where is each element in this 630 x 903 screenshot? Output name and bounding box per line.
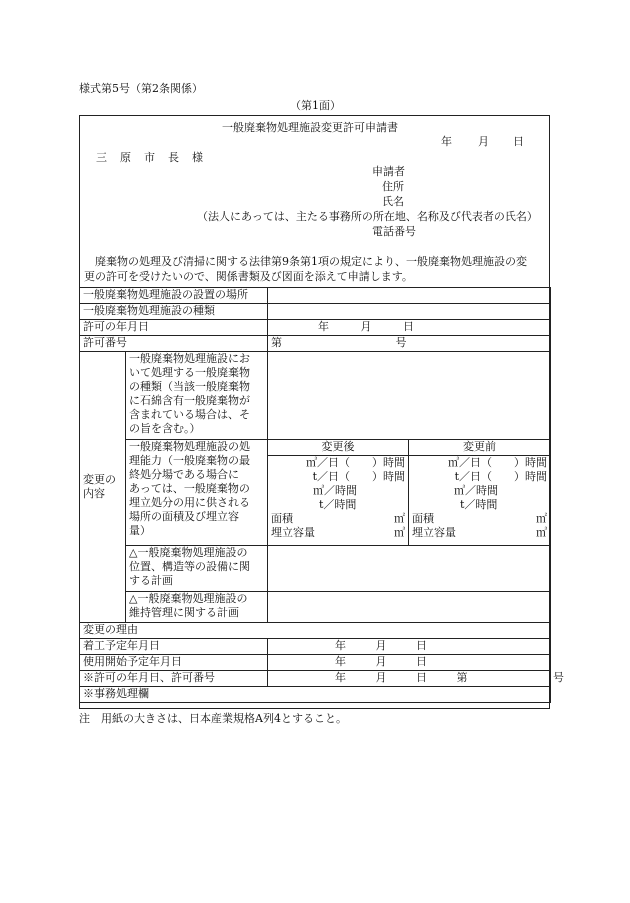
date-year: 年	[441, 135, 452, 148]
reason-label: 変更の理由	[80, 623, 551, 639]
row-start-date	[80, 639, 551, 655]
start-date-label: 着工予定年月日	[80, 639, 268, 655]
applicant-name: 氏名	[382, 195, 404, 208]
capacity-line: 理能力（一般廃棄物の最	[129, 454, 250, 467]
page-label: （第1面）	[290, 99, 341, 112]
body-text-line-1: 廃棄物の処理及び清掃に関する法律第9条第1項の規定により、一般廃棄物処理施設の変	[84, 255, 527, 268]
before-m3-day: ㎥／日（ ）時間	[448, 456, 547, 469]
start-date-d: 日	[416, 639, 427, 652]
form-title: 一般廃棄物処理施設変更許可申請書	[222, 121, 398, 134]
waste-type-line: いて処理する一般廃棄物	[129, 366, 250, 379]
after-t-day: t／日（ ）時間	[312, 470, 405, 483]
use-date-m: 月	[375, 655, 387, 668]
capacity-line: 場所の面積及び埋立容	[129, 510, 239, 523]
row-office-permit	[80, 671, 551, 687]
capacity-line: 量）	[129, 524, 151, 537]
office-permit-prefix: 第	[456, 671, 468, 684]
applicant-phone: 電話番号	[372, 225, 416, 238]
row-reason	[80, 623, 551, 639]
office-permit-value[interactable]	[268, 671, 564, 687]
permit-date-value[interactable]	[268, 320, 551, 336]
waste-type-line: 一般廃棄物処理施設にお	[129, 352, 250, 365]
after-area-unit: ㎡	[394, 512, 405, 525]
capacity-before[interactable]	[409, 440, 551, 546]
before-t-hour: t／時間	[460, 498, 498, 511]
capacity-line: 終処分場である場合に	[129, 468, 239, 481]
permit-no-suffix: 号	[395, 336, 407, 349]
capacity-line: あっては、一般廃棄物の	[129, 482, 250, 495]
start-date-value[interactable]	[268, 639, 551, 655]
after-label: 変更後	[268, 440, 408, 456]
change-content-text: 変更の内容	[83, 473, 116, 500]
capacity-after[interactable]	[268, 440, 409, 546]
form-number: 様式第5号（第2条関係）	[79, 82, 203, 95]
waste-type-line: の種類（当該一般廃棄物	[129, 380, 250, 393]
before-volume: 埋立容量	[412, 526, 456, 539]
start-date-y: 年	[335, 639, 346, 652]
office-permit-d: 日	[416, 671, 427, 684]
structure-plan-line: △一般廃棄物処理施設の	[129, 546, 248, 559]
after-area: 面積	[271, 512, 293, 525]
maintenance-plan-line: 維持管理に関する計画	[129, 606, 239, 619]
footnote: 注 用紙の大きさは、日本産業規格A列4とすること。	[79, 712, 347, 725]
office-permit-suffix: 号	[553, 671, 564, 684]
location-label: 一般廃棄物処理施設の設置の場所	[80, 288, 268, 304]
change-content-label	[80, 352, 126, 623]
row-waste-type	[80, 352, 551, 440]
applicant-address: 住所	[382, 180, 404, 193]
applicant-corp-note: （法人にあっては、主たる事務所の所在地、名称及び代表者の氏名）	[197, 210, 538, 223]
permit-date-m: 月	[360, 320, 372, 333]
date-day: 日	[513, 135, 524, 148]
after-m3-day: ㎥／日（ ）時間	[306, 456, 405, 469]
use-date-y: 年	[335, 655, 346, 668]
structure-plan-line: する計画	[129, 574, 173, 587]
waste-type-label	[126, 352, 268, 440]
structure-plan-value[interactable]	[268, 546, 551, 592]
office-notes-label: ※事務処理欄	[80, 687, 551, 703]
permit-no-prefix: 第	[271, 336, 282, 349]
body-text-line-2: 更の許可を受けたいので、関係書類及び図面を添えて申請します。	[84, 270, 413, 283]
use-date-value[interactable]	[268, 655, 551, 671]
structure-plan-line: 位置、構造等の設備に関	[129, 560, 250, 573]
addressee: 三 原 市 長 様	[96, 151, 204, 164]
after-m3-hour: ㎥／時間	[313, 484, 357, 497]
before-area-unit: ㎡	[536, 512, 547, 525]
location-value[interactable]	[268, 288, 551, 304]
facility-type-label: 一般廃棄物処理施設の種類	[80, 304, 268, 320]
waste-type-line: の旨を含む。）	[129, 422, 201, 435]
after-volume: 埋立容量	[271, 526, 315, 539]
before-t-day: t／日（ ）時間	[454, 470, 547, 483]
permit-date-label: 許可の年月日	[80, 320, 268, 336]
structure-plan-label	[126, 546, 268, 592]
use-date-d: 日	[416, 655, 427, 668]
row-office-notes	[80, 687, 551, 703]
office-permit-y: 年	[335, 671, 346, 684]
applicant-label: 申請者	[372, 165, 405, 178]
capacity-label	[126, 440, 268, 546]
use-date-label: 使用開始予定年月日	[80, 655, 268, 671]
permit-date-d: 日	[403, 320, 414, 333]
permit-no-value[interactable]	[268, 336, 551, 352]
before-area: 面積	[412, 512, 434, 525]
office-permit-m: 月	[375, 671, 387, 684]
permit-no-label: 許可番号	[80, 336, 268, 352]
application-table	[79, 287, 564, 703]
office-permit-label: ※許可の年月日、許可番号	[80, 671, 268, 687]
maintenance-plan-line: △一般廃棄物処理施設の	[129, 592, 248, 605]
waste-type-value[interactable]	[268, 352, 551, 440]
row-structure-plan	[80, 546, 551, 592]
facility-type-value[interactable]	[268, 304, 551, 320]
row-facility-type	[80, 304, 551, 320]
permit-date-y: 年	[318, 320, 329, 333]
before-m3-hour: ㎥／時間	[454, 484, 498, 497]
row-use-date	[80, 655, 551, 671]
waste-type-line: 含まれている場合は、そ	[129, 408, 250, 421]
before-label: 変更前	[409, 440, 550, 456]
capacity-line: 埋立処分の用に供される	[129, 496, 250, 509]
date-month: 月	[478, 135, 489, 148]
row-location	[80, 288, 551, 304]
maintenance-plan-value[interactable]	[268, 592, 551, 623]
maintenance-plan-label	[126, 592, 268, 623]
waste-type-line: に石綿含有一般廃棄物が	[129, 394, 250, 407]
row-maintenance-plan	[80, 592, 551, 623]
capacity-line: 一般廃棄物処理施設の処	[129, 440, 250, 453]
after-volume-unit: ㎥	[394, 526, 405, 539]
before-volume-unit: ㎥	[536, 526, 547, 539]
row-permit-no	[80, 336, 551, 352]
start-date-m: 月	[375, 639, 387, 652]
row-permit-date	[80, 320, 551, 336]
after-t-hour: t／時間	[319, 498, 357, 511]
row-capacity	[80, 440, 551, 546]
